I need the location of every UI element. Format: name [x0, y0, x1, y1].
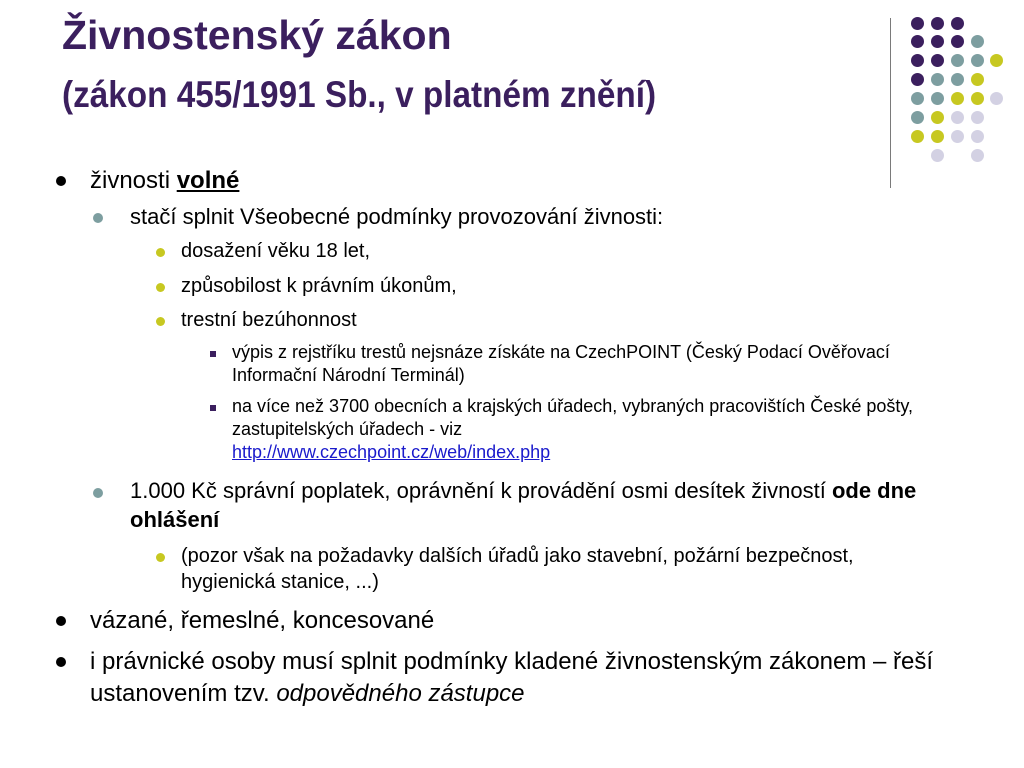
- item-text: 1.000 Kč správní poplatek, oprávnění k provádění osmi desítek živností: [130, 478, 832, 503]
- bullet-level3: [156, 248, 165, 257]
- list-item: dosažení věku 18 let,: [181, 240, 371, 262]
- bullet-level2: [93, 488, 103, 498]
- bullet-level1: [56, 176, 66, 186]
- slide-title: Živnostenský zákon: [62, 12, 452, 58]
- bullet-level4: [210, 351, 216, 357]
- list-item: výpis z rejstříku trestů nejsnáze získáte na CzechPOINT (Český Podací Ověřovací Informační Národní Terminál): [232, 342, 890, 385]
- item-emphasis: odpovědného zástupce: [276, 680, 525, 707]
- czechpoint-link[interactable]: http://www.czechpoint.cz/web/index.php: [232, 442, 551, 462]
- list-item: [232, 395, 967, 464]
- bullet-level2: [93, 213, 103, 223]
- item-text: i právnické osoby musí splnit podmínky kladené živnostenským zákonem – řeší ustanovením tzv.: [90, 648, 934, 707]
- list-item: stačí splnit Všeobecné podmínky provozování živnosti:: [130, 204, 664, 229]
- bullet-level1: [56, 657, 66, 667]
- bullet-level4: [210, 405, 216, 411]
- list-item: vázané, řemeslné, koncesované: [90, 607, 435, 634]
- item-text: živnosti: [90, 167, 177, 194]
- list-item: způsobilost k právním úkonům,: [181, 275, 457, 297]
- list-item: [90, 646, 950, 710]
- bullet-level3: [156, 283, 165, 292]
- bullet-level3: [156, 317, 165, 326]
- item-emphasis: volné: [176, 167, 240, 194]
- list-item: [130, 476, 940, 534]
- list-item: [90, 165, 890, 197]
- item-text: na více než 3700 obecních a krajských úřadech, vybraných pracovištích České pošty, zastupitelských úřadech - viz: [232, 396, 914, 439]
- bullet-level3: [156, 553, 165, 562]
- item-emphasis: ode dne ohlášení: [130, 478, 917, 532]
- bullet-level1: [56, 616, 66, 626]
- list-item: (pozor však na požadavky dalších úřadů jako stavební, požární bezpečnost, hygienická stanice, ...): [181, 545, 854, 593]
- list-item: trestní bezúhonnost: [181, 309, 357, 331]
- slide-subtitle: (zákon 455/1991 Sb., v platném znění): [62, 74, 657, 115]
